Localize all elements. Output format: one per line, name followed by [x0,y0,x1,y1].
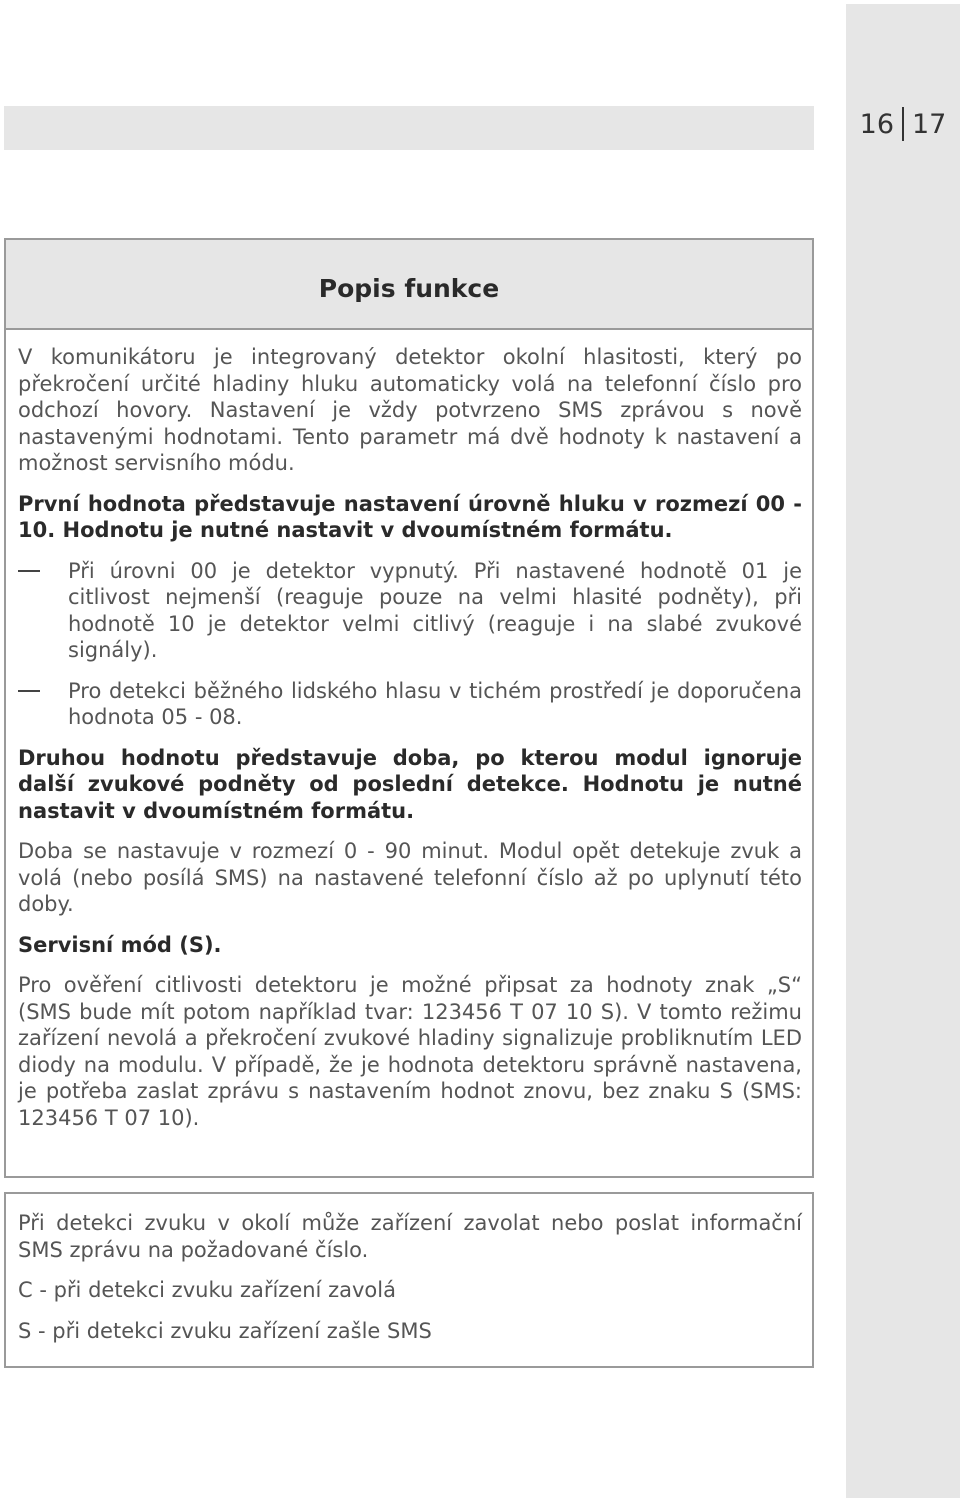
dash-bullet-icon [18,570,40,572]
bullet-item [18,558,802,664]
function-description-content [6,330,812,1131]
second-value-paragraph: Druhou hodnotu představuje doba, po kterou modul ignoruje další zvukové podněty od poslední detekce. Hodnotu je nutné nastavit v dvoumístném formátu. [18,745,802,823]
duration-paragraph: Doba se nastavuje v rozmezí 0 - 90 minut. Modul opět detekuje zvuk a volá (nebo posílá SMS) na nastavené telefonní číslo až po uplynutí této doby. [18,839,802,916]
side-strip [846,4,960,1498]
section-title: Popis funkce [318,273,500,303]
service-mode-paragraph: Pro ověření citlivosti detektoru je možné připsat za hodnoty znak „S“ (SMS bude mít potom například tvar: 123456 T 07 10 S). V tomto režimu zařízení nevolá a překročení zvukové hladiny signalizuje probliknutím LED diody na modulu. V případě, že je hodnota detektoru správně nastavena, je potřeba zaslat zprávu s nastavením hodnot znovu, bez znaku S (SMS: 123456 T 07 10). [18,973,802,1130]
header-bar [4,106,814,150]
function-description-box [4,238,814,1178]
note-line-c: C - při detekci zvuku zařízení zavolá [18,1278,396,1302]
bullet-text: Pro detekci běžného lidského hlasu v tichém prostředí je doporučena hodnota 05 - 08. [68,678,802,729]
page-number-right: 17 [912,108,947,140]
intro-paragraph: V komunikátoru je integrovaný detektor okolní hlasitosti, který po překročení určité hladiny hluku automaticky volá na telefonní číslo pro odchozí hovory. Nastavení je vždy potvrzeno SMS zprávou s nově nastavenými hodnotami. Tento parametr má dvě hodnoty k nastavení a možnost servisního módu. [18,345,802,475]
box-title-bar [6,240,812,330]
bullet-text: Při úrovni 00 je detektor vypnutý. Při nastavené hodnotě 01 je citlivost nejmenší (reaguje pouze na velmi hlasité podněty), při hodnotě 10 je detektor velmi citlivý (reaguje i na slabé zvukové signály). [68,558,802,662]
page-numbers [846,104,960,144]
first-value-paragraph: První hodnota představuje nastavení úrovně hluku v rozmezí 00 - 10. Hodnotu je nutné nastavit v dvoumístném formátu. [18,491,802,542]
dash-bullet-icon [18,690,40,692]
page-number-left: 16 [859,108,894,140]
note-line-s: S - při detekci zvuku zařízení zašle SMS [18,1318,432,1343]
note-content [6,1194,812,1344]
service-mode-heading: Servisní mód (S). [18,932,222,957]
note-box [4,1192,814,1368]
page-number-divider [902,107,904,141]
bullet-item [18,678,802,731]
note-paragraph: Při detekci zvuku v okolí může zařízení zavolat nebo poslat informační SMS zprávu na požadované číslo. [18,1211,802,1262]
